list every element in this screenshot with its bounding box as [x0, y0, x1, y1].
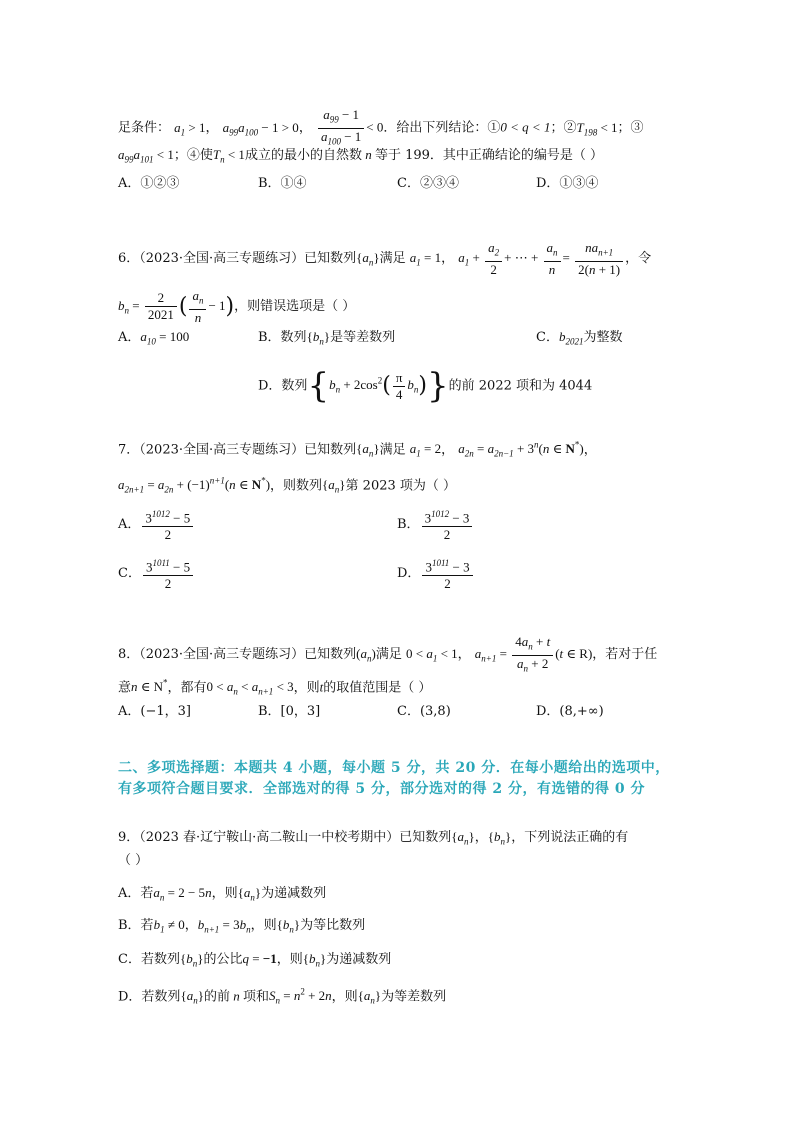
q6-sum: $a_1$ + $\frac{a_2}{2}$ + ⋯ + $\frac{a_n}{n}$ = $\frac{na_{n+1}}{2(n + 1)}$	[458, 250, 625, 265]
q7-option-c[interactable]	[118, 555, 195, 592]
q9-option-d-tail: 为等差数列	[381, 989, 447, 1005]
q6-option-d[interactable]	[258, 366, 593, 407]
q7-prefix: 7．（2023·全国·高三专题练习）已知数列	[118, 442, 357, 458]
q5-cond2: $a_{99}a_{100} - 1 > 0$	[222, 119, 299, 138]
q9-prefix: 9．（2023 春·辽宁鞍山·高二鞍山一中校考期中）已知数列	[118, 830, 452, 845]
q7-a-rest: − 5	[169, 510, 191, 526]
q6-option-a[interactable]	[118, 328, 189, 351]
q6-option-d-math: {$b_n + 2\cos^2$( $\frac{\pi}{4}$ $b_n$)}	[307, 366, 449, 407]
q9-option-b-math1: $b_1 \ne 0$	[153, 917, 185, 935]
q9-option-d-mid2: 项和	[242, 989, 269, 1005]
q5-option-a[interactable]: A．①②③	[118, 176, 180, 191]
q8-line2-c: ，则	[293, 680, 320, 696]
q6-wrong: ，则错误选项是（ ）	[234, 298, 356, 314]
q8-t: t	[319, 679, 324, 695]
q5-n: n	[361, 147, 375, 162]
q6-option-c-math: $b_{2021}$	[558, 329, 584, 347]
q9-option-c-tail: 为递减数列	[326, 952, 392, 967]
q5-line2	[118, 146, 603, 169]
q7-rec1: $a_{2n} = a_{2n-1} + 3^n(n$ ∈ N*)	[458, 440, 584, 459]
q9-option-a-then: ，则	[211, 886, 238, 901]
q9-option-b[interactable]: B．若$b_1 \ne 0$，$b_{n+1} = 3b_n$，则$\{b_n\}$为等比数列	[118, 917, 366, 935]
q9-option-b-label: B．若	[118, 918, 154, 933]
q6-prefix: 6．（2023·全国·高三专题练习）已知数列	[118, 250, 357, 266]
q7-c-rest: − 5	[169, 559, 191, 575]
q9-option-c-mid: 的公比	[203, 952, 243, 967]
q9-option-a-seq: $\{a_n\}$	[237, 885, 262, 903]
q8-line2	[118, 674, 431, 701]
q9-option-d-seq: $\{a_n\}$	[180, 988, 204, 1006]
q9-option-c-label: C．若数列	[118, 952, 180, 967]
q6-option-c-tail: 为整数	[583, 330, 623, 345]
q9-option-c-seq: $\{b_n\}$	[179, 951, 204, 969]
q6-option-d-label: D．数列	[258, 378, 308, 394]
q7-line1: 7．（2023·全国·高三专题练习）已知数列$\{a_n\}$满足 $a_1 = 2$， $a_{2n} = a_{2n-1} + 3^n(n$ ∈ N*)，	[118, 440, 597, 459]
q7-b-den: 2	[443, 527, 451, 543]
q7-b-base: 3	[424, 510, 432, 526]
q9-option-b-math2: $b_{n+1} = 3b_n$	[197, 917, 251, 935]
q5-line2-text3: 等于 199．其中正确结论的编号是（ ）	[374, 148, 604, 163]
q9-paren: （ ）	[118, 853, 149, 868]
q9-option-d-math: $S_n = n^2 + 2n$	[268, 987, 332, 1006]
q8-option-d[interactable]: D．(8,+∞)	[536, 704, 604, 719]
q5-c2-math: $T_{198} < 1$	[576, 119, 618, 138]
q9-option-b-then: ，则	[250, 918, 277, 933]
q9-option-a-label: A．若	[118, 886, 154, 901]
q6-option-a-label: A．	[118, 330, 141, 345]
q7-a-base: 3	[145, 510, 152, 526]
q9-option-c-then: ，则	[276, 952, 303, 967]
q8-line1: 8．（2023·全国·高三专题练习）已知数列$(a_n)$满足 $0 < a_1 < 1$， $a_{n+1}$ = $\frac{4a_n + t}{a_n + 2}$ (t ∈ R)，若对于任	[118, 634, 658, 674]
q7-option-b[interactable]	[397, 506, 474, 543]
q9-mid: ，	[474, 830, 488, 845]
q7-option-d[interactable]	[397, 555, 475, 592]
q6-option-b-seq: $\{b_n\}$	[306, 329, 331, 347]
q7-b-rest: − 3	[449, 510, 470, 526]
q5-line1-prefix: 足条件：	[118, 120, 171, 136]
section2-title: 二、多项选择题：本题共 4 小题，每小题 5 分，共 20 分．在每小题给出的选项中，有多项符合题目要求．全部选对的得 5 分，部分选对的得 2 分，有选错的得 0 分	[118, 760, 670, 797]
q9-option-d-label: D．若数列	[118, 989, 181, 1005]
q8-line2-b: ，都有	[167, 680, 207, 696]
q7-c-base: 3	[145, 559, 153, 575]
q7-satisfy: 满足	[379, 442, 406, 458]
q9-tail: ，下列说法正确的有	[511, 830, 629, 845]
q9-option-c-seq2: $\{b_n\}$	[302, 951, 327, 969]
q5-c1: 0 < q < 1	[500, 119, 551, 135]
q7-c-exp: 1011	[152, 558, 170, 568]
q6-line2	[118, 288, 355, 326]
q6-line1: 6．（2023·全国·高三专题练习）已知数列$\{a_n\}$满足 $a_1 = 1$， $a_1$ + $\frac{a_2}{2}$ + ⋯ + $\frac{a_n}{n}$ = $\frac{na_{n+1}}{2(n + 1)}$ ，令	[118, 240, 652, 277]
q7-option-c-label: C．	[118, 566, 141, 582]
q7-option-a[interactable]	[118, 506, 195, 543]
q9-option-a[interactable]	[118, 884, 326, 907]
q5-c3-math: $a_{99}a_{101} < 1$	[118, 147, 174, 165]
q8-option-a[interactable]: A．(−1，3]	[118, 704, 191, 719]
q7-line2-tail2: 第 2023 项为（ ）	[345, 478, 457, 494]
q9-option-a-math: $a_n = 2 - 5n$	[153, 885, 212, 903]
q6-ling: ，令	[625, 250, 652, 266]
q7-option-a-label: A．	[118, 517, 141, 533]
q8-option-c[interactable]: C．(3,8)	[397, 704, 451, 719]
q6-option-c[interactable]	[536, 328, 622, 351]
q5-c3-text: ；③	[617, 120, 644, 136]
q9-seq-bn: $\{b_n\}$	[487, 829, 512, 847]
q6-option-d-tail: 的前 2022 项和为 4044	[448, 378, 593, 394]
q9-option-b-seq: $\{b_n\}$	[276, 917, 301, 935]
q6-bn-def: $b_n$ = $\frac{2}{2021}$ ( $\frac{a_n}{n}$ − 1)	[118, 288, 235, 325]
q6-option-b-label: B．数列	[258, 330, 307, 345]
q7-option-b-label: B．	[397, 517, 420, 533]
q8-ruo: ，若对于任	[592, 647, 658, 663]
q8-line2-d: 的取值范围是（ ）	[323, 680, 432, 696]
q5-option-d[interactable]: D．①③④	[536, 176, 599, 191]
q6-option-b-tail: 是等差数列	[330, 330, 396, 345]
q7-option-d-label: D．	[397, 566, 421, 582]
q8-a1-range: $0 < a_1 < 1$	[405, 646, 458, 664]
q7-seq-an: $\{a_n\}$	[356, 441, 380, 459]
q7-a-den: 2	[164, 527, 172, 543]
q8-recurrence: $a_{n+1}$ = $\frac{4a_n + t}{a_n + 2}$ (t ∈ R)	[474, 634, 593, 674]
q9-option-d-n: n	[229, 988, 243, 1004]
q7-line2	[118, 472, 456, 499]
q5-tn: $T_n < 1$	[212, 147, 245, 165]
q9-option-d-mid: 的前	[203, 989, 230, 1005]
q6-option-a-math: $a_{10} = 100$	[140, 329, 190, 347]
q8-seq-an: $(a_n)$	[356, 646, 376, 664]
q7-d-exp: 1011	[431, 558, 450, 568]
q8-ineq: $0 < a_n < a_{n+1} < 3$	[206, 679, 294, 697]
q5-option-b[interactable]: B．①④	[258, 176, 307, 191]
q7-d-rest: − 3	[449, 559, 470, 575]
q7-seq-an-2: $\{a_n\}$	[322, 477, 346, 495]
q9-option-a-tail: 为递减数列	[261, 886, 327, 901]
q5-line1: 足条件： $a_1 > 1$， $a_{99}a_{100} - 1 > 0$， $\frac{a_{99} - 1}{a_{100} - 1}$ < 0．给出下列结论：①0 < q < 1；$②T_{198} < 1$；③	[118, 107, 644, 149]
q8-line2-a: 意	[118, 680, 132, 696]
q6-option-b[interactable]	[258, 328, 395, 351]
q5-line2-text2: 成立的最小的自然数	[244, 148, 362, 163]
q9-option-d-then: ，则	[331, 989, 358, 1005]
q9-line1	[118, 828, 628, 851]
q9-option-c-math: q = −1	[242, 951, 277, 966]
q6-a1: $a_1 = 1$	[409, 249, 442, 268]
q8-satisfy: 满足	[375, 647, 402, 663]
q9-option-b-tail: 为等比数列	[300, 918, 366, 933]
q6-option-c-label: C．	[536, 330, 559, 345]
q7-d-den: 2	[444, 576, 451, 592]
q5-c2-text: ；②	[550, 120, 577, 136]
q7-a-exp: 1012	[151, 509, 170, 519]
q7-b-exp: 1012	[431, 509, 450, 519]
q9-option-c[interactable]	[118, 950, 391, 973]
q6-seq-an: $\{a_n\}$	[356, 249, 380, 268]
q5-conclude-text: ．给出下列结论：①	[383, 120, 501, 136]
q8-n-in-N: n ∈ N*	[131, 678, 168, 695]
q5-option-c[interactable]: C．②③④	[397, 176, 459, 191]
q8-prefix: 8．（2023·全国·高三专题练习）已知数列	[118, 647, 357, 663]
q9-seq-an: $\{a_n\}$	[451, 829, 475, 847]
q9-option-d[interactable]	[118, 983, 446, 1010]
q7-a1: $a_1 = 2$	[409, 441, 442, 459]
q5-cond3: $\frac{a_{99} - 1}{a_{100} - 1}$	[318, 107, 364, 149]
q7-line2-tail: ，则数列	[270, 478, 323, 494]
q6-satisfy: 满足	[379, 250, 406, 266]
q7-c-den: 2	[164, 576, 172, 592]
q5-cond1: $a_1 > 1$	[174, 119, 206, 138]
q5-line2-text1: ；④使	[173, 148, 213, 163]
q9-option-d-seq2: $\{a_n\}$	[357, 988, 382, 1006]
q7-d-base: 3	[425, 559, 432, 575]
q7-rec2: $a_{2n+1} = a_{2n} + (-1)^{n+1}(n$ ∈ N*)	[118, 476, 271, 495]
q8-option-b[interactable]: B．[0，3]	[258, 704, 321, 719]
